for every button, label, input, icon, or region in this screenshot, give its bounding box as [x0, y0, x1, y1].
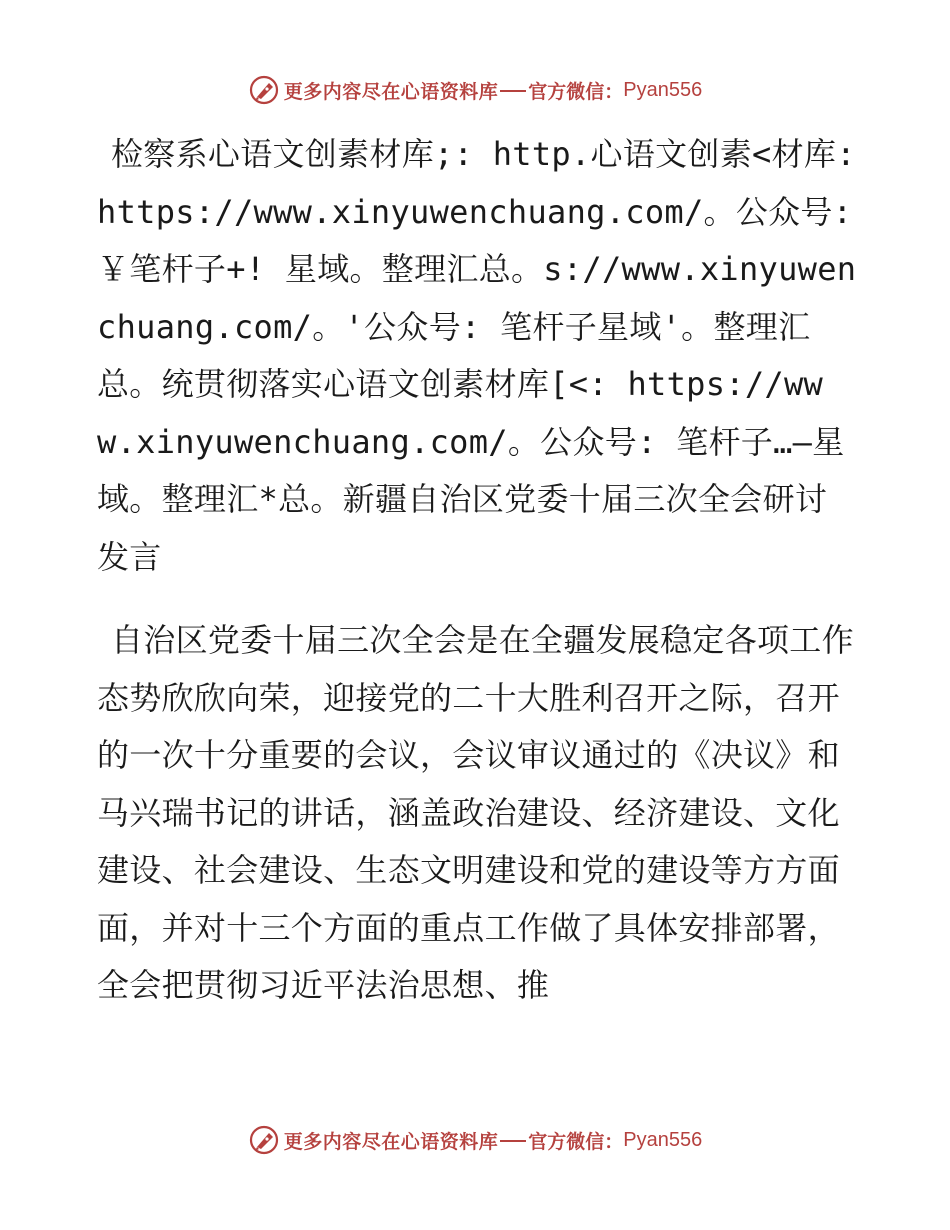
pen-logo-icon	[248, 1124, 280, 1156]
header-banner	[0, 70, 950, 110]
banner-dash	[500, 90, 526, 92]
footer-banner	[0, 1120, 950, 1160]
banner-wechat-id: Pyan556	[623, 1128, 703, 1151]
paragraph-2: 自治区党委十届三次全会是在全疆发展稳定各项工作态势欣欣向荣，迎接党的二十大胜利召开之际，召开的一次十分重要的会议，会议审议通过的《决议》和马兴瑞书记的讲话，涵盖政治建设、经济建设、文化建设、社会建设、生态文明建设和党的建设等方方面面，并对十三个方面的重点工作做了具体安排部署，全会把贯彻习近平法治思想、推	[97, 621, 854, 1004]
banner-wechat-label: 官方微信：	[528, 1130, 624, 1153]
banner-wechat-label: 官方微信：	[528, 80, 624, 103]
banner-wechat-id: Pyan556	[623, 78, 703, 101]
banner-title: 更多内容尽在心语资料库	[283, 1130, 499, 1153]
paragraph-1: 检察系心语文创素材库;: http.心语文创素<材库: https://www.xinyuwenchuang.com/。公众号: ￥笔杆子+! 星域。整理汇总。s://www.xinyuwenchuang.com/。'公众号: 笔杆子星域'。整理汇总。统贯彻落实心语文创素材库[<: https://www.xinyuwenchuang.com/。公众号: 笔杆子…—星域。整理汇*总。新疆自治区党委十届三次全会研讨发言	[97, 135, 857, 576]
pen-logo-icon	[248, 74, 280, 106]
document-body	[97, 126, 857, 1015]
banner-dash	[500, 1140, 526, 1142]
banner-title: 更多内容尽在心语资料库	[283, 80, 499, 103]
